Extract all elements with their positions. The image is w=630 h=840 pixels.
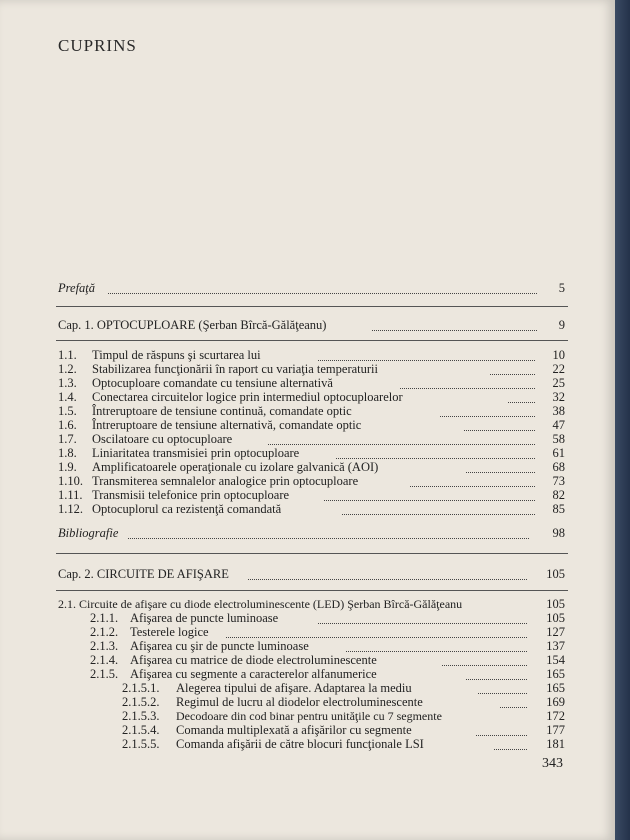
section-divider	[56, 590, 568, 591]
toc-entry-number: 2.1.5.2.	[122, 695, 160, 709]
toc-entry-number: 1.11.	[58, 488, 83, 502]
dot-leader	[342, 513, 535, 515]
toc-entry-label: Transmisii telefonice prin optocuploare	[92, 488, 290, 502]
toc-entry-label: Comanda multiplexată a afişărilor cu segmente	[176, 723, 412, 737]
toc-chapter-1	[0, 318, 615, 334]
toc-entry	[0, 502, 615, 518]
toc-entry-label: Stabilizarea funcţionării în raport cu variaţia temperaturii	[92, 362, 378, 376]
toc-entry-page: 154	[546, 653, 565, 667]
toc-entry-label: Optocuploare comandate cu tensiune alternativă	[92, 376, 333, 390]
toc-entry-label: Testerele logice	[130, 625, 209, 639]
toc-entry-page: 105	[546, 567, 565, 581]
toc-entry-label: Regimul de lucru al diodelor electroluminescente	[176, 695, 423, 709]
toc-entry-number: 2.1.5.	[90, 667, 119, 681]
dot-leader	[248, 578, 527, 580]
toc-entry-page: 165	[546, 681, 565, 695]
toc-entry-label: Bibliografie	[58, 526, 119, 540]
dot-leader	[508, 401, 535, 403]
toc-entry-label: Conectarea circuitelor logice prin intermediul optocuploarelor	[92, 390, 403, 404]
dot-leader	[440, 415, 535, 417]
toc-entry-page: 9	[558, 318, 565, 332]
toc-entry-page: 169	[546, 695, 565, 709]
dot-leader	[324, 499, 535, 501]
dot-leader	[466, 678, 527, 680]
toc-entry-page: 58	[552, 432, 565, 446]
toc-entry-label: Timpul de răspuns şi scurtarea lui	[92, 348, 261, 362]
toc-entry-number: 2.1.2.	[90, 625, 119, 639]
toc-entry-number: 1.7.	[58, 432, 77, 446]
toc-entry-label: Cap. 2. CIRCUITE DE AFIŞARE	[58, 567, 229, 581]
section-divider	[56, 553, 568, 554]
toc-entry-page: 85	[552, 502, 565, 516]
toc-entry-number: 2.1.3.	[90, 639, 119, 653]
dot-leader	[442, 664, 527, 666]
toc-entry-number: 2.1.4.	[90, 653, 119, 667]
toc-entry-page: 10	[552, 348, 565, 362]
section-divider	[56, 340, 568, 341]
toc-entry-prefata	[0, 281, 615, 297]
page-number: 343	[542, 756, 563, 771]
toc-entry-label: Afişarea cu matrice de diode electroluminescente	[130, 653, 377, 667]
toc-entry-page: 47	[552, 418, 565, 432]
dot-leader	[410, 485, 535, 487]
dot-leader	[346, 650, 527, 652]
toc-entry-label: Afişarea cu segmente a caracterelor alfanumerice	[130, 667, 377, 681]
toc-entry-label: Afişarea cu şir de puncte luminoase	[130, 639, 309, 653]
toc-entry-label: Optocuplorul ca rezistenţă comandată	[92, 502, 282, 516]
toc-entry-label: Transmiterea semnalelor analogice prin optocuploare	[92, 474, 359, 488]
toc-entry-page: 177	[546, 723, 565, 737]
toc-entry-page: 105	[546, 611, 565, 625]
toc-entry-number: 2.1.5.3.	[122, 709, 160, 723]
toc-entry-number: 1.2.	[58, 362, 77, 376]
toc-entry-page: 181	[546, 737, 565, 751]
toc-entry	[0, 737, 615, 753]
toc-entry-number: 1.1.	[58, 348, 77, 362]
dot-leader	[128, 537, 529, 539]
toc-entry-page: 172	[546, 709, 565, 723]
dot-leader	[464, 429, 535, 431]
toc-entry-label: Amplificatoarele operaţionale cu izolare galvanică (AOI)	[92, 460, 379, 474]
dot-leader	[500, 706, 527, 708]
toc-entry-number: 2.1.5.1.	[122, 681, 160, 695]
page-title: CUPRINS	[58, 36, 137, 55]
toc-entry-label: Prefaţă	[58, 281, 96, 295]
toc-entry-number: 1.8.	[58, 446, 77, 460]
toc-entry-label: Întreruptoare de tensiune alternativă, comandate optic	[92, 418, 362, 432]
toc-entry-label: Liniaritatea transmisiei prin optocuploare	[92, 446, 300, 460]
toc-entry-label: Comanda afişării de către blocuri funcţionale LSI	[176, 737, 424, 751]
toc-entry-page: 105	[546, 597, 565, 611]
dot-leader	[478, 692, 527, 694]
dot-leader	[108, 292, 537, 294]
toc-entry-page: 25	[552, 376, 565, 390]
dot-leader	[476, 734, 527, 736]
dot-leader	[466, 471, 535, 473]
toc-entry-number: 1.4.	[58, 390, 77, 404]
dot-leader	[318, 359, 535, 361]
toc-entry-label: Întreruptoare de tensiune continuă, comandate optic	[92, 404, 352, 418]
toc-entry-label: Decodoare din cod binar pentru unităţile cu 7 segmente	[176, 709, 442, 723]
toc-entry-page: 165	[546, 667, 565, 681]
dot-leader	[318, 622, 527, 624]
toc-entry-label: Afişarea de puncte luminoase	[130, 611, 279, 625]
toc-entry-number: 2.1.5.5.	[122, 737, 160, 751]
toc-entry-number: 1.10.	[58, 474, 83, 488]
toc-entry-page: 5	[558, 281, 565, 295]
toc-entry-page: 68	[552, 460, 565, 474]
toc-entry-label: Alegerea tipului de afişare. Adaptarea la mediu	[176, 681, 412, 695]
dot-leader	[400, 387, 535, 389]
toc-entry-page: 32	[552, 390, 565, 404]
section-divider	[56, 306, 568, 307]
dot-leader	[494, 748, 527, 750]
toc-entry-page: 73	[552, 474, 565, 488]
dot-leader	[226, 636, 527, 638]
dot-leader	[268, 443, 535, 445]
toc-entry-bibliografie	[0, 526, 615, 542]
toc-entry-page: 137	[546, 639, 565, 653]
toc-entry-number: 1.3.	[58, 376, 77, 390]
book-cover-edge	[615, 0, 630, 840]
toc-entry-number: 2.1.5.4.	[122, 723, 160, 737]
toc-chapter-2	[0, 567, 615, 583]
toc-entry-page: 22	[552, 362, 565, 376]
toc-entry-number: 2.1.1.	[90, 611, 119, 625]
toc-entry-number: 1.9.	[58, 460, 77, 474]
toc-entry-number: 1.6.	[58, 418, 77, 432]
dot-leader	[372, 329, 537, 331]
toc-entry-number: 1.5.	[58, 404, 77, 418]
toc-entry-page: 61	[552, 446, 565, 460]
toc-entry-number: 1.12.	[58, 502, 83, 516]
toc-entry-page: 38	[552, 404, 565, 418]
toc-entry-page: 127	[546, 625, 565, 639]
toc-entry-page: 82	[552, 488, 565, 502]
dot-leader	[490, 373, 535, 375]
toc-entry-label: Oscilatoare cu optocuploare	[92, 432, 233, 446]
toc-entry-page: 98	[552, 526, 565, 540]
toc-entry-label: Cap. 1. OPTOCUPLOARE (Şerban Bîrcă-Gălăţeanu)	[58, 318, 327, 332]
toc-entry-label: 2.1. Circuite de afişare cu diode electroluminescente (LED) Şerban Bîrcă-Gălăţeanu	[58, 597, 463, 611]
dot-leader	[336, 457, 535, 459]
